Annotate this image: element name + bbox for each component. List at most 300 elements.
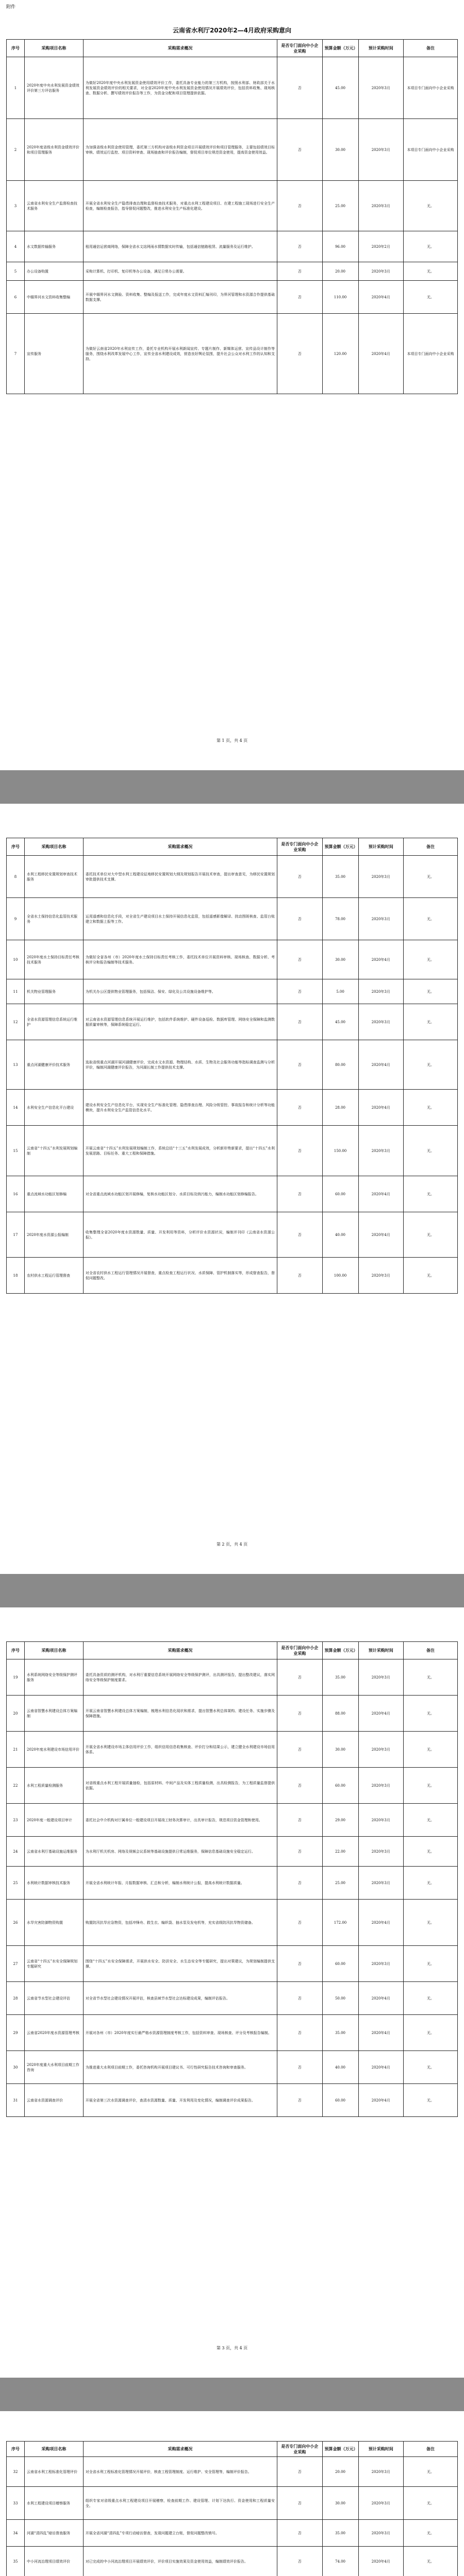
requirement-summary: 开展云南省“十四五”水利发展规划编制工作，系统总结“十三五”水利发展成效，分析新形势新要求，提出“十四五”水利发展思路、目标任务、重大工程和保障措施。 (83, 1126, 277, 1176)
sme-flag: 否 (277, 1837, 323, 1867)
column-header-sme-flag: 是否专门面向中小企业采购 (277, 1642, 323, 1659)
table-row (7, 1090, 458, 1126)
requirement-summary: 为做好2020年度中央水利发展资金使用绩效评价工作，委托具备专业能力的第三方机构，按照水利部、财政部关于水利发展资金绩效评价的相关要求，对全省2020年度中央水利发展资金使用情况开展绩效评价，包括资料收集、现场核查、数据分析、撰写绩效评价报告等工作，为资金分配和项目管理提供依据。 (83, 57, 277, 119)
column-header-sme-flag: 是否专门面向中小企业采购 (277, 838, 323, 856)
project-name: 水旱灾害防御物资购置 (25, 1900, 84, 1946)
budget-amount: 110.00 (322, 281, 358, 314)
sme-flag: 否 (277, 1040, 323, 1090)
requirement-summary: 为推进重大水利项目前期工作，委托咨询机构开展项目建议书、可行性研究报告技术咨询和审查服务。 (83, 2051, 277, 2084)
project-name: 云南省“十四五”水安全保障规划专题研究 (25, 1946, 84, 1982)
budget-amount: 40.00 (322, 1212, 358, 1258)
sme-flag: 否 (277, 1768, 323, 1804)
sme-flag: 否 (277, 1004, 323, 1040)
budget-amount: 30.00 (322, 119, 358, 181)
remark: 无。 (404, 2547, 458, 2576)
planned-time: 2020年4月 (358, 281, 404, 314)
project-name: 水利安全生产信息化平台建设 (25, 1090, 84, 1126)
budget-amount: 100.00 (322, 1258, 358, 1294)
budget-amount: 45.00 (322, 57, 358, 119)
table-row (7, 1212, 458, 1258)
project-name: 全省水资源管理信息系统运行维护 (25, 1004, 84, 1040)
table-row (7, 1804, 458, 1837)
row-number: 30 (7, 2051, 25, 2084)
planned-time: 2020年3月 (358, 1258, 404, 1294)
sme-flag: 否 (277, 1900, 323, 1946)
requirement-summary: 收集整理全省2020年度水资源数量、质量、开发利用等资料，分析评价水资源状况，编制并刊印《云南省水资源公报》。 (83, 1212, 277, 1258)
table-row (7, 1900, 458, 1946)
budget-amount: 60.00 (322, 1768, 358, 1804)
remark: 无。 (404, 898, 458, 940)
sme-flag: 否 (277, 2520, 323, 2547)
project-name: 水利工程移民安置规划审查技术服务 (25, 856, 84, 898)
project-name: 重点流域水功能区划修编 (25, 1176, 84, 1212)
row-number: 24 (7, 1837, 25, 1867)
budget-amount: 35.00 (322, 856, 358, 898)
requirement-summary: 对已完成的中小河流治理项目开展绩效评价，评价项目实施效果及资金使用效益，编制绩效评价报告。 (83, 2547, 277, 2576)
column-header-sme-flag: 是否专门面向中小企业采购 (277, 2442, 323, 2457)
requirement-summary: 开展中缅界河水文测验、资料收集、整编及报送工作，完成年度水文资料汇编刊印，为界河管理和水资源合作提供基础数据支撑。 (83, 281, 277, 314)
table-header-row (7, 2442, 458, 2457)
row-number: 33 (7, 2487, 25, 2520)
budget-amount: 78.00 (322, 898, 358, 940)
remark: 无。 (404, 1946, 458, 1982)
requirement-summary: 对云南省水资源管理信息系统开展运行维护，包括软件系统维护、硬件设备巡检、数据库管理、网络安全保障和监测数据质量审核等，保障系统稳定运行。 (83, 1004, 277, 1040)
remark: 无。 (404, 979, 458, 1004)
planned-time: 2020年4月 (358, 1090, 404, 1126)
budget-amount: 45.00 (322, 1004, 358, 1040)
sme-flag: 否 (277, 57, 323, 119)
project-name: 农村供水工程运行管理督查 (25, 1258, 84, 1294)
project-name: 云南省“十四五”水利发展规划编制 (25, 1126, 84, 1176)
table-row (7, 57, 458, 119)
budget-amount: 35.00 (322, 1659, 358, 1696)
column-header-sme-flag: 是否专门面向中小企业采购 (277, 40, 323, 57)
column-header-budget-amount: 预算金额（万元） (322, 2442, 358, 2457)
column-header-planned-time: 预计采购时间 (358, 2442, 404, 2457)
row-number: 26 (7, 1900, 25, 1946)
requirement-summary: 围绕“十四五”水安全保障需求，开展供水安全、防洪安全、水生态安全等专题研究，提出对策建议，为规划编制提供支撑。 (83, 1946, 277, 1982)
table-row (7, 281, 458, 314)
requirement-summary: 为做好全省各州（市）2020年度水土保持目标责任考核工作，委托技术单位开展资料审核、现场核查、数据分析、考核评分和报告编制等技术服务。 (83, 940, 277, 979)
remark: 无。 (404, 2487, 458, 2520)
project-name: 河湖“清四乱”暗访督查服务 (25, 2520, 84, 2547)
table-row (7, 856, 458, 898)
column-header-remark: 备注 (404, 40, 458, 57)
planned-time: 2020年3月 (358, 1804, 404, 1837)
table-row (7, 1176, 458, 1212)
sme-flag: 否 (277, 1212, 323, 1258)
planned-time: 2020年3月 (358, 1004, 404, 1040)
table-row (7, 1837, 458, 1867)
sme-flag: 否 (277, 2015, 323, 2051)
column-header-project-name: 采购项目名称 (25, 1642, 84, 1659)
sme-flag: 否 (277, 1732, 323, 1768)
column-header-planned-time: 预计采购时间 (358, 838, 404, 856)
row-number: 7 (7, 314, 25, 394)
project-name: 2020年度重大水利项目前期工作咨询 (25, 2051, 84, 2084)
document-page-1 (0, 0, 464, 770)
table-row (7, 262, 458, 281)
remark: 无。 (404, 281, 458, 314)
remark: 无。 (404, 1837, 458, 1867)
project-name: 中小河流治理项目绩效评价 (25, 2547, 84, 2576)
sme-flag: 否 (277, 1090, 323, 1126)
remark: 无。 (404, 1040, 458, 1090)
planned-time: 2020年4月 (358, 314, 404, 394)
column-header-project-name: 采购项目名称 (25, 2442, 84, 2457)
table-row (7, 1126, 458, 1176)
planned-time: 2020年4月 (358, 940, 404, 979)
project-name: 全省水土保持信息化监管技术服务 (25, 898, 84, 940)
requirement-summary: 对全省农村供水工程运行管理情况开展督查，重点检查工程运行状况、水质保障、管护机制落实等，形成督查报告，督促问题整改。 (83, 1258, 277, 1294)
planned-time: 2020年4月 (358, 1900, 404, 1946)
remark: 无。 (404, 2457, 458, 2487)
table-row (7, 231, 458, 262)
planned-time: 2020年4月 (358, 1040, 404, 1090)
planned-time: 2020年4月 (358, 2015, 404, 2051)
planned-time: 2020年3月 (358, 57, 404, 119)
attachment-label: 附件 (6, 5, 16, 10)
planned-time: 2020年4月 (358, 1696, 404, 1732)
remark: 无。 (404, 856, 458, 898)
table-row (7, 2547, 458, 2576)
column-header-project-name: 采购项目名称 (25, 838, 84, 856)
requirement-summary: 开展全省水利安全生产隐患排查治理和监督检查技术服务，对重点水利工程建设项目、在建工程施工现场进行安全生产检查，编制检查报告，指导督促问题整改，推进水利安全生产标准化建设。 (83, 181, 277, 231)
sme-flag: 否 (277, 1126, 323, 1176)
planned-time: 2020年3月 (358, 1837, 404, 1867)
sme-flag: 否 (277, 1804, 323, 1837)
page-number: 第 1 页，共 4 页 (216, 738, 248, 743)
project-name: 2020年度中央水利发展资金绩效评价第三方评估服务 (25, 57, 84, 119)
sme-flag: 否 (277, 231, 323, 262)
budget-amount: 120.00 (322, 314, 358, 394)
remark: 无。 (404, 1867, 458, 1900)
sme-flag: 否 (277, 262, 323, 281)
project-name: 水文数据传输服务 (25, 231, 84, 262)
procurement-table (6, 2441, 458, 2576)
remark: 无。 (404, 1982, 458, 2015)
column-header-row-number: 序号 (7, 1642, 25, 1659)
table-row (7, 1946, 458, 1982)
requirement-summary: 组织专家对省级重点水利工程建设项目开展稽察，检查前期工作、建设管理、计划下达执行、资金使用和工程质量安全。 (83, 2487, 277, 2520)
row-number: 4 (7, 231, 25, 262)
planned-time: 2020年3月 (358, 1659, 404, 1696)
table-row (7, 898, 458, 940)
project-name: 云南省节水型社会建设评估 (25, 1982, 84, 2015)
remark: 无。 (404, 1732, 458, 1768)
budget-amount: 88.00 (322, 1696, 358, 1732)
project-name: 2020年度水土保持目标责任考核技术服务 (25, 940, 84, 979)
sme-flag: 否 (277, 898, 323, 940)
table-row (7, 1004, 458, 1040)
requirement-summary: 委托具备资质的测评机构，对水利厅重要信息系统开展网络安全等级保护测评，出具测评报告，提出整改建议，落实网络安全等级保护制度要求。 (83, 1659, 277, 1696)
table-row (7, 2051, 458, 2084)
project-name: 重点河湖健康评价技术服务 (25, 1040, 84, 1090)
project-name: 2020年度省级水利资金绩效评价和项目管理服务 (25, 119, 84, 181)
planned-time: 2020年2月 (358, 231, 404, 262)
requirement-summary: 开展对各州（市）2020年度实行最严格水资源管理制度考核工作，包括资料审查、现场核查、评分及考核报告编制。 (83, 2015, 277, 2051)
table-body (7, 1659, 458, 2117)
project-name: 云南省水利工程标准化管理评价 (25, 2457, 84, 2487)
planned-time: 2020年3月 (358, 898, 404, 940)
project-name: 水利工程建设项目稽察服务 (25, 2487, 84, 2520)
budget-amount: 20.00 (322, 262, 358, 281)
planned-time: 2020年3月 (358, 2520, 404, 2547)
sme-flag: 否 (277, 1258, 323, 1294)
row-number: 25 (7, 1867, 25, 1900)
row-number: 10 (7, 940, 25, 979)
row-number: 18 (7, 1258, 25, 1294)
requirement-summary: 运用遥感和信息化手段，对全省生产建设项目水土保持开展信息化监管，包括遥感影像解译、扰动图斑核查、监管台账建立和数据上报等工作。 (83, 898, 277, 940)
remark: 无。 (404, 1768, 458, 1804)
table-body (7, 856, 458, 1294)
column-header-planned-time: 预计采购时间 (358, 1642, 404, 1659)
row-number: 29 (7, 2015, 25, 2051)
planned-time: 2020年3月 (358, 1946, 404, 1982)
planned-time: 2020年3月 (358, 181, 404, 231)
sme-flag: 否 (277, 1176, 323, 1212)
document-title: 云南省水利厅2020年2—4月政府采购意向 (172, 27, 292, 34)
requirement-summary: 开展全省水利统计年报、月报数据审核、汇总和分析，编制水利统计公报，提高水利统计数据质量。 (83, 1867, 277, 1900)
budget-amount: 25.00 (322, 181, 358, 231)
budget-amount: 172.00 (322, 1900, 358, 1946)
document-page-3 (0, 1607, 464, 2378)
procurement-table (6, 39, 458, 394)
project-name: 云南省2020年度水资源管理考核 (25, 2015, 84, 2051)
planned-time: 2020年3月 (358, 1867, 404, 1900)
table-row (7, 1258, 458, 1294)
planned-time: 2020年3月 (358, 1732, 404, 1768)
requirement-summary: 租用通信运营商网络，保障全省水文站网雨水情数据实时传输，包括通信链路租赁、流量服务及运行维护。 (83, 231, 277, 262)
requirement-summary: 采购计算机、打印机、复印机等办公设备，满足日常办公需要。 (83, 262, 277, 281)
sme-flag: 否 (277, 2457, 323, 2487)
remark: 无。 (404, 1090, 458, 1126)
table-row (7, 119, 458, 181)
table-row (7, 181, 458, 231)
budget-amount: 60.00 (322, 1946, 358, 1982)
requirement-summary: 开展全省河湖“清四乱”专项行动暗访督查，发现问题建立台账，督促问题整改销号。 (83, 2520, 277, 2547)
planned-time: 2020年4月 (358, 1212, 404, 1258)
project-name: 云南省智慧水利建设总体方案编制 (25, 1696, 84, 1732)
planned-time: 2020年3月 (358, 2487, 404, 2520)
row-number: 13 (7, 1040, 25, 1090)
sme-flag: 否 (277, 1696, 323, 1732)
sme-flag: 否 (277, 119, 323, 181)
remark: 无。 (404, 2015, 458, 2051)
budget-amount: 40.00 (322, 2051, 358, 2084)
sme-flag: 否 (277, 181, 323, 231)
row-number: 15 (7, 1126, 25, 1176)
table-row (7, 940, 458, 979)
table-header-row (7, 838, 458, 856)
remark: 本项目专门面向中小企业采购 (404, 314, 458, 394)
requirement-summary: 为加强省级水利资金使用管理，委托第三方机构对省级水利资金项目开展绩效评价和项目管理服务，主要包括绩效目标审核、绩效运行监控、项目资料审查、现场抽查和评价报告编制，督促项目单位规范资金使用，提高资金使用效益。 (83, 119, 277, 181)
remark: 无。 (404, 2520, 458, 2547)
sme-flag: 否 (277, 1946, 323, 1982)
remark: 无。 (404, 940, 458, 979)
budget-amount: 80.00 (322, 1040, 358, 1090)
requirement-summary: 开展全省水利建设市场主体信用评价工作，组织信用信息收集核查、评价打分和结果公示，建立健全水利建设市场信用体系。 (83, 1732, 277, 1768)
planned-time: 2020年4月 (358, 2547, 404, 2576)
budget-amount: 30.00 (322, 2487, 358, 2520)
column-header-budget-amount: 预算金额（万元） (322, 40, 358, 57)
row-number: 20 (7, 1696, 25, 1732)
page-number: 第 2 页，共 4 页 (216, 1542, 248, 1547)
sme-flag: 否 (277, 2051, 323, 2084)
table-row (7, 314, 458, 394)
column-header-project-name: 采购项目名称 (25, 40, 84, 57)
row-number: 23 (7, 1804, 25, 1837)
remark: 本项目专门面向中小企业采购 (404, 119, 458, 181)
row-number: 6 (7, 281, 25, 314)
planned-time: 2020年3月 (358, 979, 404, 1004)
project-name: 2020年度水资源公报编制 (25, 1212, 84, 1258)
planned-time: 2020年3月 (358, 262, 404, 281)
requirement-summary: 建设水利安全生产信息化平台，实现安全生产标准化管理、隐患排查治理、风险分级管控、事故报告和统计分析等功能模块，提升水利安全生产监管信息化水平。 (83, 1090, 277, 1126)
remark: 无。 (404, 1176, 458, 1212)
remark: 无。 (404, 2051, 458, 2084)
table-header-row (7, 1642, 458, 1659)
remark: 无。 (404, 1900, 458, 1946)
row-number: 9 (7, 898, 25, 940)
column-header-budget-amount: 预算金额（万元） (322, 1642, 358, 1659)
column-header-row-number: 序号 (7, 838, 25, 856)
remark: 无。 (404, 1212, 458, 1258)
budget-amount: 30.00 (322, 1732, 358, 1768)
budget-amount: 74.00 (322, 2547, 358, 2576)
row-number: 3 (7, 181, 25, 231)
budget-amount: 29.00 (322, 1804, 358, 1837)
row-number: 12 (7, 1004, 25, 1040)
budget-amount: 5.00 (322, 979, 358, 1004)
row-number: 28 (7, 1982, 25, 2015)
planned-time: 2020年4月 (358, 2051, 404, 2084)
table-row (7, 2084, 458, 2117)
planned-time: 2020年3月 (358, 1768, 404, 1804)
requirement-summary: 开展云南省智慧水利建设总体方案编制，梳理水利信息化现状和需求，提出智慧水利总体架构、建设任务、实施步骤及保障措施。 (83, 1696, 277, 1732)
column-header-requirement-summary: 采购需求概况 (83, 2442, 277, 2457)
planned-time: 2020年3月 (358, 1126, 404, 1176)
column-header-requirement-summary: 采购需求概况 (83, 40, 277, 57)
sme-flag: 否 (277, 314, 323, 394)
project-name: 云南省水资源调查评价 (25, 2084, 84, 2117)
planned-time: 2020年4月 (358, 1176, 404, 1212)
table-row (7, 1867, 458, 1900)
table-row (7, 1040, 458, 1090)
row-number: 17 (7, 1212, 25, 1258)
budget-amount: 50.00 (322, 1982, 358, 2015)
requirement-summary: 对省级重点水利工程开展质量抽检，包括原材料、中间产品及实体工程质量检测，出具检测报告，为工程质量监督提供依据。 (83, 1768, 277, 1804)
planned-time: 2020年3月 (358, 119, 404, 181)
remark: 本项目专门面向中小企业采购 (404, 57, 458, 119)
document-page-2 (0, 804, 464, 1574)
planned-time: 2020年3月 (358, 856, 404, 898)
sme-flag: 否 (277, 1867, 323, 1900)
requirement-summary: 购置防汛抗旱应急物资，包括冲锋舟、救生衣、编织袋、抽水泵及发电机等，充实省级防汛抗旱物资储备。 (83, 1900, 277, 1946)
budget-amount: 30.00 (322, 940, 358, 979)
table-row (7, 1768, 458, 1804)
row-number: 19 (7, 1659, 25, 1696)
table-row (7, 1659, 458, 1696)
column-header-remark: 备注 (404, 1642, 458, 1659)
procurement-table (6, 1641, 458, 2117)
requirement-summary: 选取省级重点河湖开展河湖健康评价，完成水文水资源、物理结构、水质、生物及社会服务功能等指标调查监测与分析评价，编制河湖健康评价报告，为河湖长制工作提供技术支撑。 (83, 1040, 277, 1090)
project-name: 宣传服务 (25, 314, 84, 394)
column-header-remark: 备注 (404, 2442, 458, 2457)
remark: 无。 (404, 1004, 458, 1040)
column-header-requirement-summary: 采购需求概况 (83, 1642, 277, 1659)
requirement-summary: 对全省重点流域水功能区划开展修编，复核水功能区划分、水质目标及纳污能力，编制水功能区划修编报告。 (83, 1176, 277, 1212)
project-name: 机关物业管理服务 (25, 979, 84, 1004)
budget-amount: 150.00 (322, 1126, 358, 1176)
requirement-summary: 委托社会中介机构对厅属单位一般建设项目开展竣工财务决算审计，出具审计报告，规范项目资金管理和使用。 (83, 1804, 277, 1837)
project-name: 云南省水利厅基础设施运维服务 (25, 1837, 84, 1867)
row-number: 16 (7, 1176, 25, 1212)
remark: 无。 (404, 181, 458, 231)
remark: 无。 (404, 2084, 458, 2117)
sme-flag: 否 (277, 979, 323, 1004)
row-number: 31 (7, 2084, 25, 2117)
planned-time: 2020年4月 (358, 1982, 404, 2015)
row-number: 22 (7, 1768, 25, 1804)
page-number: 第 3 页，共 4 页 (216, 2346, 248, 2350)
budget-amount: 28.00 (322, 1090, 358, 1126)
column-header-budget-amount: 预算金额（万元） (322, 838, 358, 856)
requirement-summary: 为做好云南省2020年水利宣传工作，委托专业机构开展水利新闻宣传、专题片制作、新媒体运营、宣传品设计制作等服务，围绕水利改革发展中心工作，宣传全省水利建设成效，营造良好舆论氛围，提升社会公众对水利工作的认知和支持。 (83, 314, 277, 394)
column-header-requirement-summary: 采购需求概况 (83, 838, 277, 856)
table-body (7, 57, 458, 394)
planned-time: 2020年3月 (358, 2457, 404, 2487)
row-number: 2 (7, 119, 25, 181)
project-name: 2020年度一般建设项目审计 (25, 1804, 84, 1837)
row-number: 1 (7, 57, 25, 119)
project-name: 办公设备购置 (25, 262, 84, 281)
table-row (7, 979, 458, 1004)
project-name: 2020年度水利建设市场信用评价 (25, 1732, 84, 1768)
budget-amount: 25.00 (322, 1867, 358, 1900)
sme-flag: 否 (277, 856, 323, 898)
project-name: 中缅界河水文资料收集整编 (25, 281, 84, 314)
column-header-row-number: 序号 (7, 40, 25, 57)
remark: 无。 (404, 1126, 458, 1176)
budget-amount: 22.00 (322, 1837, 358, 1867)
table-row (7, 1696, 458, 1732)
sme-flag: 否 (277, 2487, 323, 2520)
sme-flag: 否 (277, 281, 323, 314)
project-name: 水利统计数据审核技术服务 (25, 1867, 84, 1900)
table-body (7, 2457, 458, 2576)
remark: 无。 (404, 231, 458, 262)
sme-flag: 否 (277, 940, 323, 979)
requirement-summary: 为水利厅机关机房、网络及视频会议系统等基础设施提供日常运维服务，保障信息基础设施安全稳定运行。 (83, 1837, 277, 1867)
sme-flag: 否 (277, 2084, 323, 2117)
planned-time: 2020年4月 (358, 2084, 404, 2117)
row-number: 27 (7, 1946, 25, 1982)
project-name: 水利系统网络安全等级保护测评服务 (25, 1659, 84, 1696)
sme-flag: 否 (277, 1659, 323, 1696)
row-number: 5 (7, 262, 25, 281)
column-header-row-number: 序号 (7, 2442, 25, 2457)
sme-flag: 否 (277, 2547, 323, 2576)
remark: 无。 (404, 1804, 458, 1837)
row-number: 8 (7, 856, 25, 898)
row-number: 34 (7, 2520, 25, 2547)
budget-amount: 60.00 (322, 1176, 358, 1212)
sme-flag: 否 (277, 1982, 323, 2015)
remark: 无。 (404, 1258, 458, 1294)
budget-amount: 35.00 (322, 2015, 358, 2051)
remark: 无。 (404, 1696, 458, 1732)
